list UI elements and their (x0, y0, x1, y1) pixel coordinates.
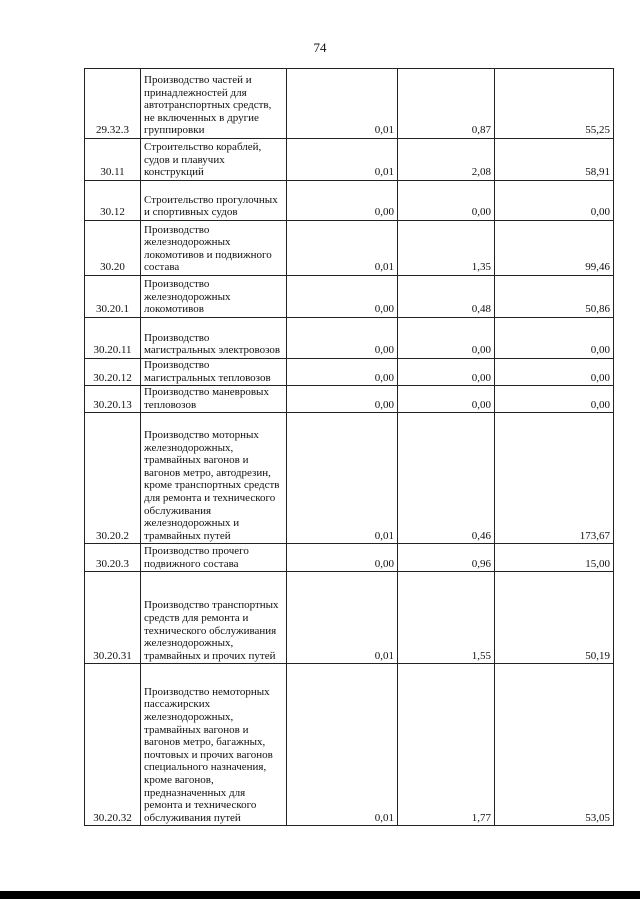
row-value-2: 1,35 (398, 221, 495, 276)
row-value-1: 0,01 (287, 139, 398, 181)
table-row (85, 359, 614, 386)
row-value-2: 0,00 (398, 318, 495, 359)
row-name: Производство прочего подвижного состава (141, 544, 287, 572)
scan-edge-bar (0, 891, 640, 899)
row-value-1: 0,00 (287, 318, 398, 359)
row-value-3: 0,00 (495, 386, 614, 413)
row-code: 30.20 (85, 221, 141, 276)
row-value-2: 0,46 (398, 413, 495, 544)
row-code: 30.20.32 (85, 664, 141, 826)
table-row (85, 318, 614, 359)
row-name: Производство маневровых тепловозов (141, 386, 287, 413)
row-name: Производство частей и принадлежностей для автотранспортных средств, не включенных в другие группировки (141, 69, 287, 139)
table-row (85, 413, 614, 544)
page-number: 74 (313, 40, 327, 55)
table-row (85, 181, 614, 221)
table-row (85, 276, 614, 318)
row-value-3: 0,00 (495, 359, 614, 386)
classification-table (84, 68, 614, 826)
row-name: Производство магистральных электровозов (141, 318, 287, 359)
row-value-3: 50,86 (495, 276, 614, 318)
row-value-1: 0,01 (287, 572, 398, 664)
table-row (85, 221, 614, 276)
row-name: Производство транспортных средств для ремонта и технического обслуживания железнодорожных, трамвайных и прочих путей (141, 572, 287, 664)
table-row (85, 664, 614, 826)
row-code: 30.20.2 (85, 413, 141, 544)
row-value-3: 55,25 (495, 69, 614, 139)
row-value-1: 0,00 (287, 386, 398, 413)
row-name: Производство моторных железнодорожных, трамвайных вагонов и вагонов метро, автодрезин, кроме транспортных средств для ремонта и технического обслуживания железнодорожных и трамвайных путей (141, 413, 287, 544)
row-value-3: 53,05 (495, 664, 614, 826)
row-value-1: 0,01 (287, 221, 398, 276)
row-name: Производство магистральных тепловозов (141, 359, 287, 386)
row-value-2: 1,55 (398, 572, 495, 664)
row-value-1: 0,00 (287, 276, 398, 318)
row-value-2: 0,00 (398, 359, 495, 386)
row-name: Строительство кораблей, судов и плавучих конструкций (141, 139, 287, 181)
row-value-3: 50,19 (495, 572, 614, 664)
row-code: 30.11 (85, 139, 141, 181)
row-value-2: 1,77 (398, 664, 495, 826)
row-value-3: 0,00 (495, 318, 614, 359)
row-code: 30.20.12 (85, 359, 141, 386)
table-row (85, 544, 614, 572)
row-name: Производство немоторных пассажирских железнодорожных, трамвайных вагонов и вагонов метро, багажных, почтовых и прочих вагонов специального назначения, кроме вагонов, предназначенных для ремонта и технического обслуживания путей (141, 664, 287, 826)
row-code: 29.32.3 (85, 69, 141, 139)
row-value-3: 173,67 (495, 413, 614, 544)
row-value-3: 15,00 (495, 544, 614, 572)
row-value-1: 0,01 (287, 69, 398, 139)
row-value-1: 0,00 (287, 359, 398, 386)
row-value-2: 0,96 (398, 544, 495, 572)
row-code: 30.20.31 (85, 572, 141, 664)
row-value-1: 0,01 (287, 413, 398, 544)
row-value-2: 0,87 (398, 69, 495, 139)
row-value-3: 58,91 (495, 139, 614, 181)
row-name: Строительство прогулочных и спортивных судов (141, 181, 287, 221)
table-row (85, 139, 614, 181)
row-value-2: 0,00 (398, 181, 495, 221)
row-value-2: 2,08 (398, 139, 495, 181)
row-code: 30.12 (85, 181, 141, 221)
row-value-3: 0,00 (495, 181, 614, 221)
row-code: 30.20.13 (85, 386, 141, 413)
row-value-3: 99,46 (495, 221, 614, 276)
row-value-1: 0,01 (287, 664, 398, 826)
row-name: Производство железнодорожных локомотивов (141, 276, 287, 318)
row-code: 30.20.3 (85, 544, 141, 572)
row-code: 30.20.11 (85, 318, 141, 359)
row-code: 30.20.1 (85, 276, 141, 318)
row-name: Производство железнодорожных локомотивов и подвижного состава (141, 221, 287, 276)
row-value-1: 0,00 (287, 544, 398, 572)
row-value-2: 0,48 (398, 276, 495, 318)
table-row (85, 69, 614, 139)
table-row (85, 386, 614, 413)
row-value-1: 0,00 (287, 181, 398, 221)
row-value-2: 0,00 (398, 386, 495, 413)
table-row (85, 572, 614, 664)
